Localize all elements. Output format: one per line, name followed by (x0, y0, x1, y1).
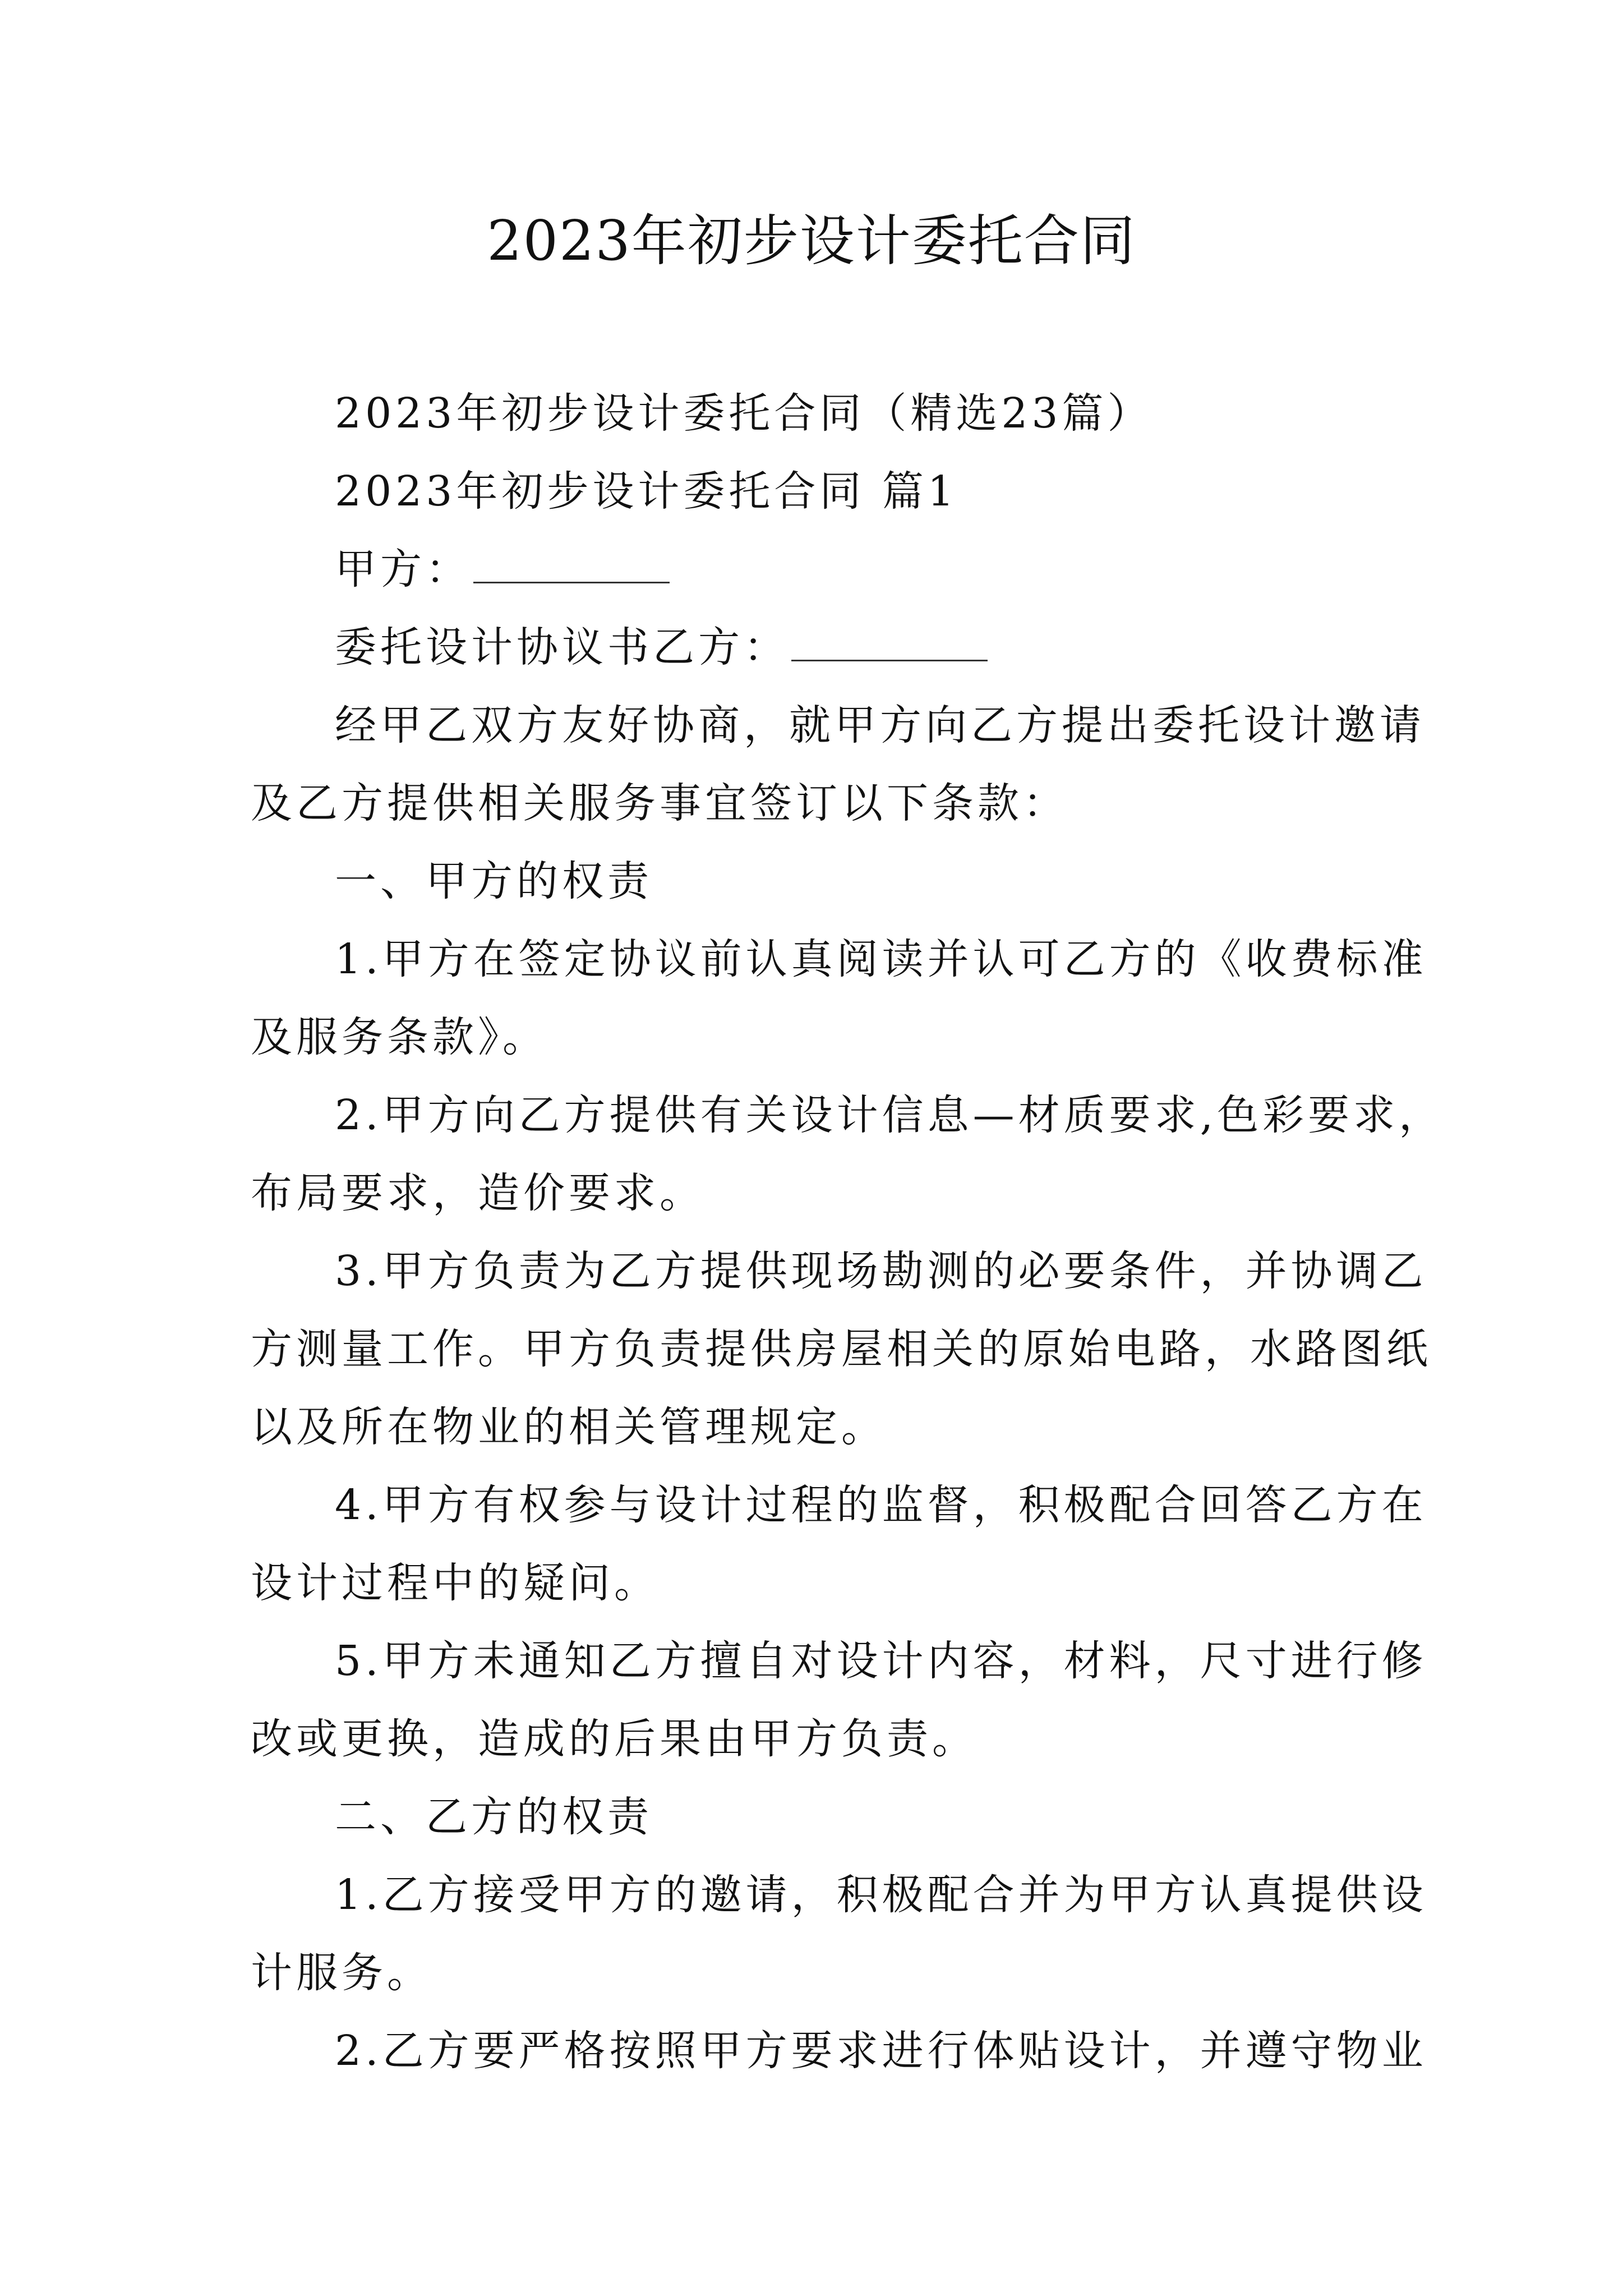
section-heading: 2023年初步设计委托合同 篇1 (335, 467, 958, 516)
clause-a4-line-2: 设计过程中的疑问。 (251, 1559, 660, 1607)
party-a-label: 甲方： (335, 545, 471, 593)
clause-a2-line-2: 布局要求，造价要求。 (251, 1169, 705, 1217)
intro-line-1: 经甲乙双方友好协商，就甲方向乙方提出委托设计邀请 (335, 701, 1425, 749)
clause-a2-line-1: 2.甲方向乙方提供有关设计信息—材质要求,色彩要求， (335, 1091, 1445, 1139)
clause-a3-line-1: 3.甲方负责为乙方提供现场勘测的必要条件，并协调乙 (335, 1247, 1427, 1295)
clause-b1-line-1: 1.乙方接受甲方的邀请，积极配合并为甲方认真提供设 (335, 1871, 1427, 1919)
clause-a1-line-2: 及服务条款》。 (251, 1013, 548, 1061)
clause-a5-line-2: 改或更换，造成的后果由甲方负责。 (251, 1715, 978, 1763)
subtitle-line: 2023年初步设计委托合同（精选23篇） (335, 389, 1153, 438)
party-b-blank (791, 626, 988, 661)
clause-b2-line-1: 2.乙方要严格按照甲方要求进行体贴设计，并遵守物业 (335, 2027, 1427, 2075)
party-b-line (251, 609, 1388, 687)
clause-a3-line-3: 以及所在物业的相关管理规定。 (251, 1403, 887, 1451)
party-a-blank (473, 548, 670, 583)
clause-a4-line-1: 4.甲方有权参与设计过程的监督，积极配合回答乙方在 (335, 1481, 1427, 1529)
heading-party-b-duties: 二、乙方的权责 (335, 1793, 653, 1841)
clause-a1-line-1: 1.甲方在签定协议前认真阅读并认可乙方的《收费标准 (335, 935, 1427, 983)
heading-party-a-duties: 一、甲方的权责 (335, 857, 653, 905)
clause-a3-line-2: 方测量工作。甲方负责提供房屋相关的原始电路，水路图纸 (251, 1325, 1432, 1373)
intro-line-2: 及乙方提供相关服务事宜签订以下条款： (251, 779, 1068, 827)
party-b-label: 委托设计协议书乙方： (335, 623, 789, 671)
clause-a5-line-1: 5.甲方未通知乙方擅自对设计内容，材料，尺寸进行修 (335, 1637, 1427, 1685)
party-a-line (251, 531, 1388, 609)
document-title: 2023年初步设计委托合同 (487, 209, 1136, 273)
clause-b1-line-2: 计服务。 (251, 1949, 432, 1997)
document-body (251, 375, 1445, 2090)
